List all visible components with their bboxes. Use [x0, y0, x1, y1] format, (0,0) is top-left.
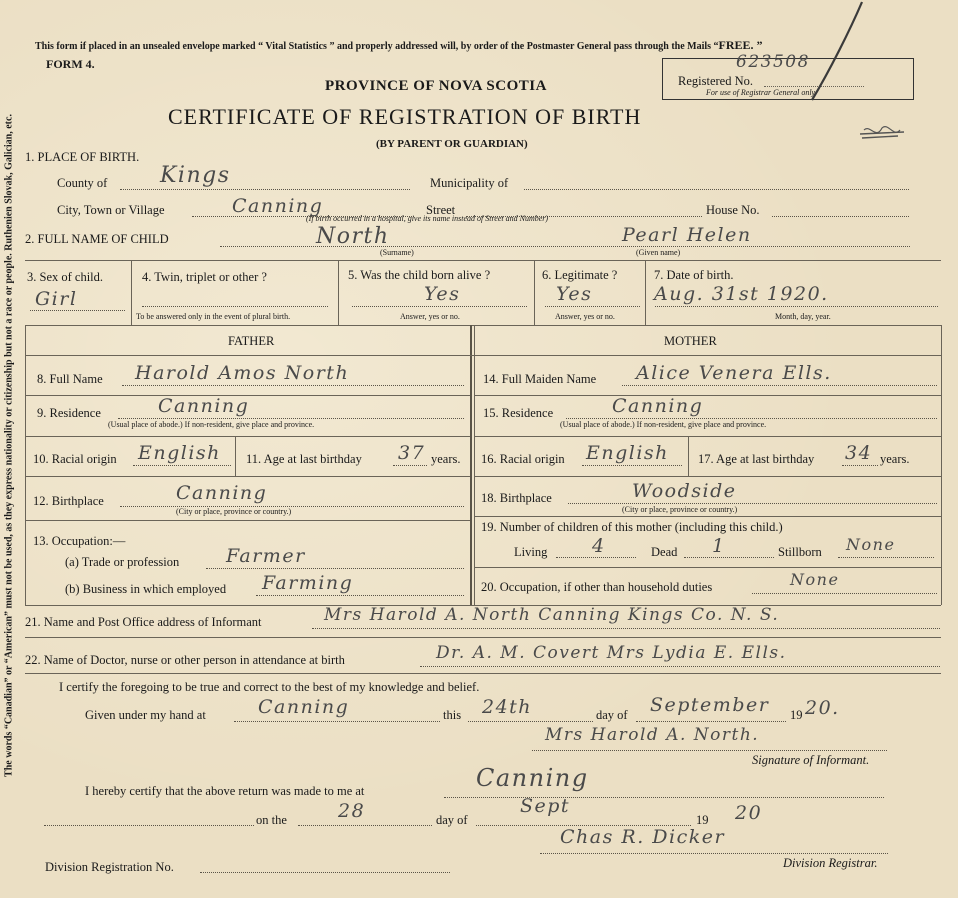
mother-residence-note: (Usual place of abode.) If non-resident, give place and province. — [560, 420, 767, 429]
date-note: Month, day, year. — [775, 312, 831, 321]
father-name-line — [122, 385, 464, 386]
father-rule-3 — [25, 476, 470, 477]
county-line — [120, 189, 410, 190]
mother-birthplace-note: (City or place, province or country.) — [622, 505, 738, 514]
mother-residence-value: Canning — [612, 395, 704, 417]
alive-value: Yes — [424, 283, 461, 305]
father-residence-note: (Usual place of abode.) If non-resident, give place and province. — [108, 420, 315, 429]
father-age-unit: years. — [431, 452, 461, 466]
return-place-line — [444, 797, 884, 798]
parents-divider — [470, 325, 472, 605]
date-label: 7. Date of birth. — [654, 268, 734, 282]
sex-label: 3. Sex of child. — [27, 270, 104, 284]
father-trade-line — [206, 568, 464, 569]
stillborn-label: Stillborn — [778, 545, 822, 559]
mail-notice-free: FREE. ” — [718, 38, 763, 52]
date-line — [655, 306, 938, 307]
mother-name-label: 14. Full Maiden Name — [483, 372, 597, 386]
return-place-value: Canning — [476, 764, 589, 792]
parents-divider-inner — [474, 325, 475, 605]
pen-stroke-mark — [700, 0, 870, 110]
col-divider-3 — [534, 260, 535, 325]
registered-number: 623508 — [736, 52, 810, 72]
children-label: 19. Number of children of this mother (including this child.) — [481, 520, 783, 534]
house-label: House No. — [706, 203, 760, 217]
informant-sig-label: Signature of Informant. — [752, 753, 870, 767]
father-birthplace-line — [120, 506, 464, 507]
informant-sig-line — [532, 750, 887, 751]
father-occupation-label: 13. Occupation:— — [33, 534, 126, 548]
form-number: FORM 4. — [46, 57, 95, 71]
dead-label: Dead — [651, 545, 678, 559]
informant-rule — [25, 637, 941, 638]
this-day-value: 24th — [482, 696, 533, 718]
mother-name-value: Alice Venera Ells. — [636, 362, 832, 384]
stillborn-line — [838, 557, 934, 558]
mother-rule-1 — [474, 395, 941, 396]
return-label: I hereby certify that the above return was made to me at — [85, 784, 365, 798]
father-birthplace-value: Canning — [176, 482, 268, 504]
municipality-label: Municipality of — [430, 176, 509, 190]
certificate-title: CERTIFICATE OF REGISTRATION OF BIRTH — [168, 104, 642, 129]
mother-rule-4 — [474, 516, 941, 517]
year2-prefix: 19 — [696, 813, 709, 827]
given-place-line — [234, 721, 440, 722]
col-divider-4 — [645, 260, 646, 325]
mother-occupation-line — [752, 593, 937, 594]
stillborn-value: None — [846, 535, 896, 554]
house-line — [772, 216, 909, 217]
mother-rule-2 — [474, 436, 941, 437]
father-business-label: (b) Business in which employed — [65, 582, 227, 596]
father-racial-divider — [235, 436, 236, 476]
day-of-label: day of — [596, 708, 628, 722]
col-divider-1 — [131, 260, 132, 325]
twin-line — [142, 306, 328, 307]
father-rule-4 — [25, 520, 470, 521]
mother-rule-5 — [474, 567, 941, 568]
alive-note: Answer, yes or no. — [400, 312, 460, 321]
mother-racial-label: 16. Racial origin — [481, 452, 565, 466]
row-rule-bottom — [25, 325, 941, 326]
father-age-line — [393, 465, 427, 466]
mother-residence-line — [566, 418, 937, 419]
legitimate-note: Answer, yes or no. — [555, 312, 615, 321]
division-registrar-label: Division Registrar. — [783, 856, 878, 870]
father-age-label: 11. Age at last birthday — [246, 452, 362, 466]
mother-age-unit: years. — [880, 452, 910, 466]
sex-value: Girl — [35, 288, 78, 310]
informant-label: 21. Name and Post Office address of Informant — [25, 615, 262, 629]
father-birthplace-label: 12. Birthplace — [33, 494, 104, 508]
mother-occupation-label: 20. Occupation, if other than household duties — [481, 580, 713, 594]
father-residence-value: Canning — [158, 395, 250, 417]
father-name-value: Harold Amos North — [135, 362, 350, 384]
month-line — [636, 721, 786, 722]
side-note: The words “Canadian” or “American” must not be used, as they express nationality or citizenship but not a race or people. Ruthenien Slovak, Galician, etc. — [3, 114, 15, 777]
registrar-signature: Chas R. Dicker — [560, 826, 726, 848]
registrar-sig-line — [540, 853, 888, 854]
father-business-value: Farming — [262, 572, 354, 594]
mother-rule-3 — [474, 476, 941, 477]
year-prefix: 19 — [790, 708, 803, 722]
division-reg-label: Division Registration No. — [45, 860, 174, 874]
father-racial-line — [133, 465, 231, 466]
child-given-name: Pearl Helen — [622, 224, 752, 246]
father-rule-2 — [25, 436, 470, 437]
county-value: Kings — [160, 163, 231, 188]
mail-notice — [35, 38, 763, 53]
this-label: this — [443, 708, 462, 722]
legitimate-label: 6. Legitimate ? — [542, 268, 618, 282]
father-trade-value: Farmer — [226, 545, 306, 567]
row-rule-top — [25, 260, 941, 261]
registered-label: Registered No. — [678, 74, 753, 88]
father-age-value: 37 — [398, 442, 426, 464]
on-day-line — [298, 825, 432, 826]
this-day-line — [468, 721, 593, 722]
col-divider-2 — [338, 260, 339, 325]
doctor-rule — [25, 673, 941, 674]
twin-note: To be answered only in the event of plural birth. — [136, 312, 291, 321]
father-heading: FATHER — [228, 334, 275, 348]
province-title: PROVINCE OF NOVA SCOTIA — [325, 78, 547, 94]
father-birthplace-note: (City or place, province or country.) — [176, 507, 292, 516]
county-label: County of — [57, 176, 108, 190]
mother-birthplace-value: Woodside — [632, 480, 737, 502]
street-label: Street — [426, 203, 456, 217]
father-trade-label: (a) Trade or profession — [65, 555, 180, 569]
father-name-label: 8. Full Name — [37, 372, 103, 386]
mother-residence-label: 15. Residence — [483, 406, 554, 420]
month-value: September — [650, 694, 770, 716]
doctor-label: 22. Name of Doctor, nurse or other person in attendance at birth — [25, 653, 345, 667]
doctor-value: Dr. A. M. Covert Mrs Lydia E. Ells. — [436, 643, 787, 663]
given-caption: (Given name) — [636, 248, 681, 257]
place-of-birth-heading: 1. PLACE OF BIRTH. — [25, 150, 140, 164]
father-residence-label: 9. Residence — [37, 406, 101, 420]
on-the-leading-line — [44, 825, 254, 826]
hospital-note: (If birth occurred in a hospital, give its name instead of Street and Number) — [306, 214, 549, 223]
father-racial-label: 10. Racial origin — [33, 452, 117, 466]
living-line — [556, 557, 636, 558]
alive-label: 5. Was the child born alive ? — [348, 268, 491, 282]
month2-value: Sept — [520, 795, 571, 817]
mother-age-value: 34 — [845, 442, 873, 464]
mother-heading: MOTHER — [664, 334, 717, 348]
heading-rule — [25, 355, 941, 356]
mother-age-line — [842, 465, 878, 466]
informant-value: Mrs Harold A. North Canning Kings Co. N. S. — [324, 605, 780, 625]
informant-line — [312, 628, 940, 629]
father-residence-line — [118, 418, 464, 419]
year-suffix: 20. — [805, 697, 840, 719]
municipality-line — [524, 189, 909, 190]
doctor-line — [420, 666, 940, 667]
mother-occupation-value: None — [790, 570, 840, 589]
city-label: City, Town or Village — [57, 203, 165, 217]
mother-birthplace-line — [568, 503, 937, 504]
city-value: Canning — [232, 195, 324, 217]
informant-signature: Mrs Harold A. North. — [545, 725, 760, 745]
child-name-label: 2. FULL NAME OF CHILD — [25, 232, 169, 246]
mother-age-label: 17. Age at last birthday — [698, 452, 815, 466]
table-left-border — [25, 325, 26, 605]
child-surname: North — [316, 224, 390, 249]
alive-line — [352, 306, 527, 307]
legitimate-value: Yes — [556, 283, 593, 305]
certificate-subtitle: (BY PARENT OR GUARDIAN) — [376, 138, 528, 150]
mother-name-line — [622, 385, 937, 386]
surname-caption: (Surname) — [380, 248, 414, 257]
scribble-mark — [858, 122, 908, 144]
on-day-value: 28 — [338, 800, 366, 822]
living-label: Living — [514, 545, 548, 559]
certify-statement: I certify the foregoing to be true and correct to the best of my knowledge and belief. — [59, 680, 480, 694]
year2-suffix: 20 — [735, 802, 763, 824]
twin-label: 4. Twin, triplet or other ? — [142, 270, 267, 284]
father-business-line — [256, 595, 464, 596]
legitimate-line — [545, 306, 640, 307]
given-label: Given under my hand at — [85, 708, 206, 722]
on-the-label: on the — [256, 813, 287, 827]
mother-racial-divider — [688, 436, 689, 476]
given-place-value: Canning — [258, 696, 350, 718]
mail-notice-text: This form if placed in an unsealed envelope marked “ Vital Statistics ” and properly addressed will, by order of the Postmaster General pass through the Mails “ — [35, 41, 719, 52]
registrar-use-note: For use of Registrar General only. — [706, 88, 817, 97]
division-reg-line — [200, 872, 450, 873]
mother-racial-line — [582, 465, 682, 466]
dead-value: 1 — [712, 535, 726, 557]
day-of2-label: day of — [436, 813, 468, 827]
mother-birthplace-label: 18. Birthplace — [481, 491, 552, 505]
dead-line — [684, 557, 774, 558]
date-value: Aug. 31st 1920. — [654, 283, 829, 305]
mother-racial-value: English — [586, 442, 669, 464]
father-racial-value: English — [138, 442, 221, 464]
sex-line — [30, 310, 125, 311]
table-right-border — [941, 325, 942, 605]
living-value: 4 — [592, 535, 606, 557]
